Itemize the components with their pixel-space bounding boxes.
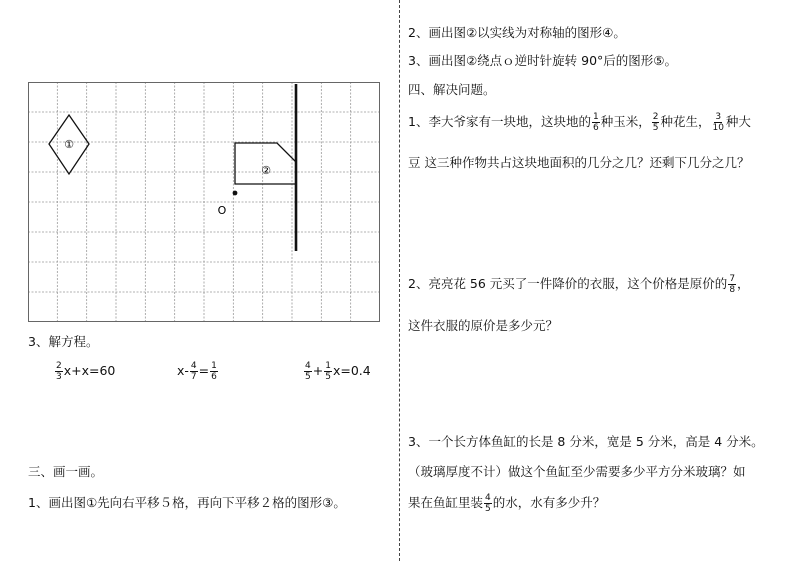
problem-2-line-2: 这件衣服的原价是多少元？ [408,318,559,333]
equation-2-fraction-1: $\frac{4}{7}$ [190,361,197,382]
equation-3: $\frac{4}{5}$ + $\frac{1}{5}$ x=0.4 [305,361,371,382]
problem-2-line-1: 2、亮亮花 56 元买了一件降价的衣服，这个价格是原价的 $\frac{7}{8}$ ， [408,274,750,295]
shape-2-label: ② [261,164,271,177]
problem-1-line-1: 1、李大爷家有一块地，这块地的 $\frac{1}{6}$ 种玉米， $\frac{2}{5}$ 种花生， $\frac{3}{10}$ 种大 [408,112,751,133]
draw-question-1: 1、画出图①先向右平移５格，再向下平移２格的图形③。 [28,495,346,510]
shape-1-label: ① [64,138,74,151]
problem-2-fraction: $\frac{7}{8}$ [729,274,736,295]
problem-1-line-2: 豆 这三种作物共占这块地面积的几分之几？还剩下几分之几？ [408,155,750,170]
section-4-title: 四、解决问题。 [408,82,496,97]
problem-3-fraction: $\frac{4}{5}$ [485,493,491,514]
equation-2-fraction-2: $\frac{1}{6}$ [211,361,217,382]
point-o-label: O [217,204,227,217]
equation-1-fraction: $\frac{2}{3}$ [56,361,62,382]
equation-3-fraction-1: $\frac{4}{5}$ [305,361,311,382]
section-3-title: 3、解方程。 [28,334,99,349]
problem-3-line-1: 3、一个长方体鱼缸的长是 8 分米，宽是 5 分米，高是 4 分米。 [408,434,764,449]
problem-3-line-3: 果在鱼缸里装 $\frac{4}{5}$ 的水，水有多少升？ [408,493,606,514]
draw-question-2: 2、画出图②以实线为对称轴的图形④。 [408,25,626,40]
problem-1-fraction-3: $\frac{3}{10}$ [712,112,724,133]
section-draw-title: 三、画一画。 [28,464,104,479]
grid-lines [28,82,380,322]
grid-figure [28,82,380,322]
problem-1-fraction-2: $\frac{2}{5}$ [652,112,659,133]
point-o-dot [233,191,238,196]
equation-3-fraction-2: $\frac{1}{5}$ [325,361,331,382]
equation-2: x- $\frac{4}{7}$ = $\frac{1}{6}$ [177,361,217,382]
problem-1-fraction-1: $\frac{1}{6}$ [592,112,599,133]
equation-1: $\frac{2}{3}$ x+x=60 [56,361,116,382]
draw-question-3: 3、画出图②绕点ｏ逆时针旋转 90°后的图形⑤。 [408,53,677,68]
problem-3-line-2: （玻璃厚度不计）做这个鱼缸至少需要多少平方分米玻璃？如 [408,464,746,479]
column-divider [399,0,400,561]
